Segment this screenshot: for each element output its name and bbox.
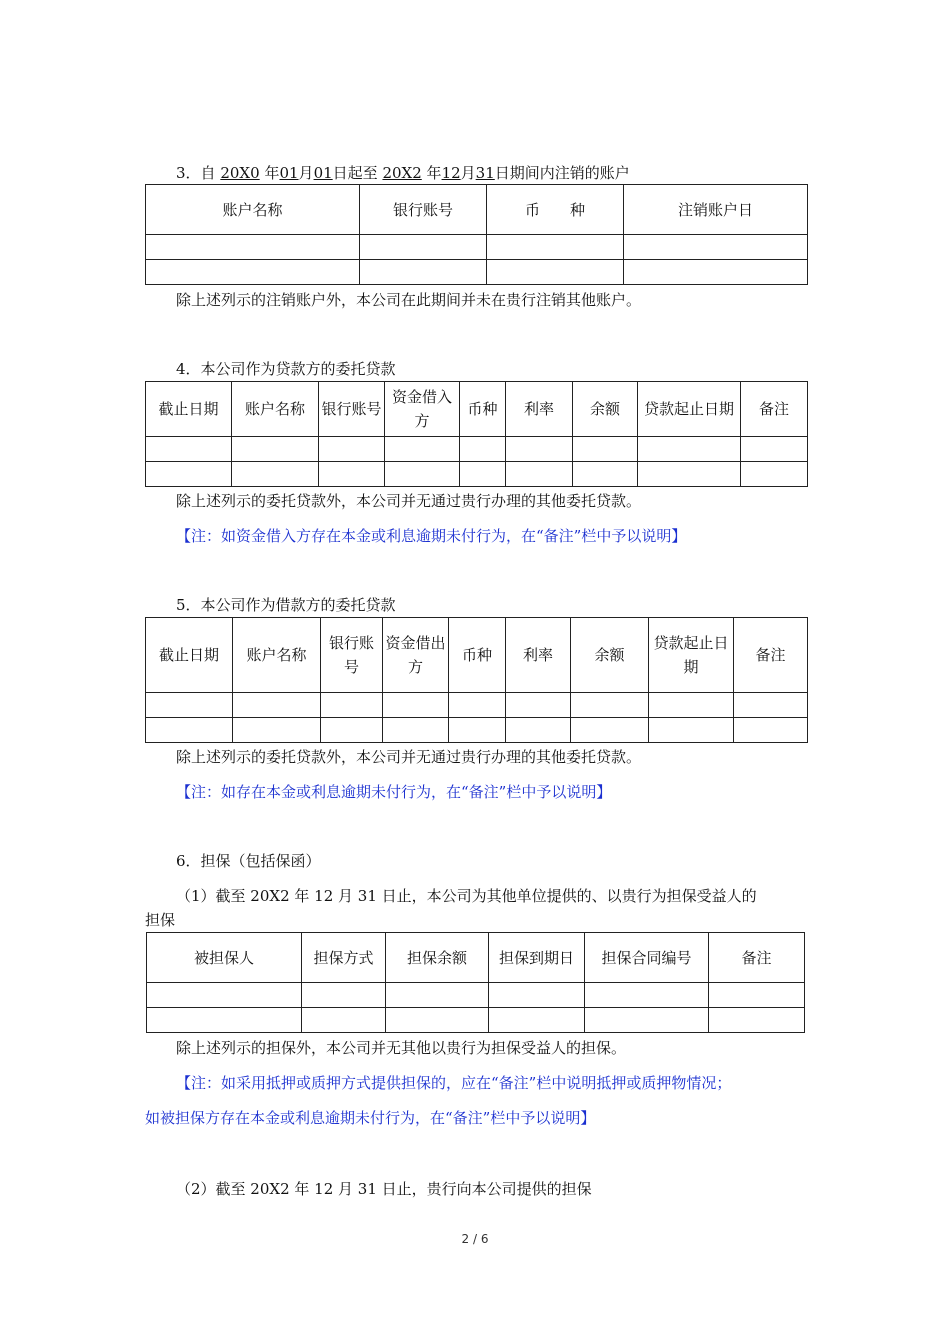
table-header-row: [147, 933, 805, 983]
table-cell[interactable]: [386, 983, 489, 1008]
table-cell[interactable]: [709, 983, 805, 1008]
table-cell[interactable]: [360, 260, 487, 285]
table-cell[interactable]: [449, 693, 506, 718]
table-cell[interactable]: [573, 462, 638, 487]
table-cell[interactable]: [649, 718, 734, 743]
table-cell[interactable]: [385, 437, 460, 462]
table-row: [146, 693, 808, 718]
table-cell[interactable]: [506, 462, 573, 487]
table-row: [146, 235, 808, 260]
table-cell[interactable]: [460, 437, 506, 462]
table-cell[interactable]: [146, 693, 233, 718]
header-cell: 备注: [734, 618, 808, 693]
table-cell[interactable]: [146, 718, 233, 743]
header-cell: 利率: [506, 382, 573, 437]
header-cell: 账户名称: [232, 382, 319, 437]
table-cell[interactable]: [741, 437, 808, 462]
header-cell: 资金借出方: [383, 618, 449, 693]
table-cell[interactable]: [638, 437, 741, 462]
header-cell: 银行账号: [319, 382, 385, 437]
table-cell[interactable]: [741, 462, 808, 487]
entrusted-loans-lender-table: [145, 381, 808, 487]
table-cell[interactable]: [649, 693, 734, 718]
table-header-row: [146, 185, 808, 235]
header-cell: 余额: [571, 618, 649, 693]
table-cell[interactable]: [585, 983, 709, 1008]
table-header-row: [146, 618, 808, 693]
table-cell[interactable]: [624, 260, 808, 285]
header-cell: 余额: [573, 382, 638, 437]
section-5-note: 除上述列示的委托贷款外，本公司并无通过贵行办理的其他委托贷款。: [176, 748, 642, 766]
table-cell[interactable]: [385, 462, 460, 487]
section-5-heading: 5．本公司作为借款方的委托贷款: [176, 596, 396, 614]
header-cell: 截止日期: [146, 382, 232, 437]
table-cell[interactable]: [386, 1008, 489, 1033]
table-cell[interactable]: [506, 437, 573, 462]
section-3-heading: 3．自 20X0 年01月01日起至 20X2 年12月31日期间内注销的账户: [176, 164, 630, 182]
table-cell[interactable]: [146, 462, 232, 487]
table-cell[interactable]: [319, 462, 385, 487]
header-cell: 贷款起止日期: [649, 618, 734, 693]
table-cell[interactable]: [573, 437, 638, 462]
header-cell: 注销账户日: [624, 185, 808, 235]
header-cell: 备注: [741, 382, 808, 437]
header-cell: 币种: [449, 618, 506, 693]
table-cell[interactable]: [232, 462, 319, 487]
table-cell[interactable]: [147, 983, 302, 1008]
table-cell[interactable]: [585, 1008, 709, 1033]
table-cell[interactable]: [487, 235, 624, 260]
table-cell[interactable]: [302, 983, 386, 1008]
table-row: [147, 983, 805, 1008]
table-cell[interactable]: [146, 260, 360, 285]
header-cell: 被担保人: [147, 933, 302, 983]
section-6-sub1: （1）截至 20X2 年 12 月 31 日止，本公司为其他单位提供的、以贵行为担保受益人的: [176, 887, 757, 905]
header-cell: 账户名称: [233, 618, 321, 693]
table-cell[interactable]: [319, 437, 385, 462]
section-3-note: 除上述列示的注销账户外，本公司在此期间并未在贵行注销其他账户。: [176, 291, 642, 309]
table-cell[interactable]: [302, 1008, 386, 1033]
table-row: [146, 462, 808, 487]
table-cell[interactable]: [233, 718, 321, 743]
table-cell[interactable]: [232, 437, 319, 462]
header-cell: 账户名称: [146, 185, 360, 235]
table-row: [146, 260, 808, 285]
section-4-remark: 【注：如资金借入方存在本金或利息逾期未付行为，在“备注”栏中予以说明】: [176, 527, 687, 545]
table-cell[interactable]: [638, 462, 741, 487]
table-cell[interactable]: [489, 1008, 585, 1033]
table-cell[interactable]: [489, 983, 585, 1008]
table-cell[interactable]: [146, 437, 232, 462]
section-5-remark: 【注：如存在本金或利息逾期未付行为，在“备注”栏中予以说明】: [176, 783, 612, 801]
table-cell[interactable]: [146, 235, 360, 260]
table-cell[interactable]: [449, 718, 506, 743]
closed-accounts-table: [145, 184, 808, 285]
table-cell[interactable]: [360, 235, 487, 260]
table-cell[interactable]: [383, 718, 449, 743]
table-row: [146, 718, 808, 743]
header-cell: 担保到期日: [489, 933, 585, 983]
header-cell: 截止日期: [146, 618, 233, 693]
table-cell[interactable]: [147, 1008, 302, 1033]
header-cell: 币 种: [487, 185, 624, 235]
section-6-heading: 6．担保（包括保函）: [176, 852, 321, 870]
header-cell: 担保余额: [386, 933, 489, 983]
table-cell[interactable]: [571, 718, 649, 743]
section-6-remark-line-1: 【注：如采用抵押或质押方式提供担保的，应在“备注”栏中说明抵押或质押物情况；: [176, 1074, 732, 1092]
section-4-note: 除上述列示的委托贷款外，本公司并无通过贵行办理的其他委托贷款。: [176, 492, 642, 510]
table-cell[interactable]: [487, 260, 624, 285]
table-cell[interactable]: [571, 693, 649, 718]
header-cell: 贷款起止日期: [638, 382, 741, 437]
section-6-remark-line-2: 如被担保方存在本金或利息逾期未付行为，在“备注”栏中予以说明】: [145, 1109, 596, 1127]
table-cell[interactable]: [321, 693, 383, 718]
header-cell: 担保合同编号: [585, 933, 709, 983]
page-number: 2 / 6: [461, 1232, 489, 1246]
header-cell: 银行账号: [360, 185, 487, 235]
header-cell: 资金借入方: [385, 382, 460, 437]
section-6-sub2: （2）截至 20X2 年 12 月 31 日止，贵行向本公司提供的担保: [176, 1180, 592, 1198]
table-row: [147, 1008, 805, 1033]
section-6-note: 除上述列示的担保外，本公司并无其他以贵行为担保受益人的担保。: [176, 1039, 627, 1057]
header-cell: 备注: [709, 933, 805, 983]
header-cell: 担保方式: [302, 933, 386, 983]
table-cell[interactable]: [506, 693, 571, 718]
table-cell[interactable]: [624, 235, 808, 260]
table-cell[interactable]: [506, 718, 571, 743]
table-cell[interactable]: [734, 693, 808, 718]
section-6-sub1-continued: 担保: [145, 911, 176, 929]
table-cell[interactable]: [383, 693, 449, 718]
header-cell: 币种: [460, 382, 506, 437]
table-cell[interactable]: [460, 462, 506, 487]
table-cell[interactable]: [321, 718, 383, 743]
guarantees-table: [146, 932, 805, 1033]
header-cell: 银行账号: [321, 618, 383, 693]
table-cell[interactable]: [709, 1008, 805, 1033]
table-row: [146, 437, 808, 462]
table-cell[interactable]: [233, 693, 321, 718]
entrusted-loans-borrower-table: [145, 617, 808, 743]
section-4-heading: 4．本公司作为贷款方的委托贷款: [176, 360, 396, 378]
table-header-row: [146, 382, 808, 437]
table-cell[interactable]: [734, 718, 808, 743]
header-cell: 利率: [506, 618, 571, 693]
